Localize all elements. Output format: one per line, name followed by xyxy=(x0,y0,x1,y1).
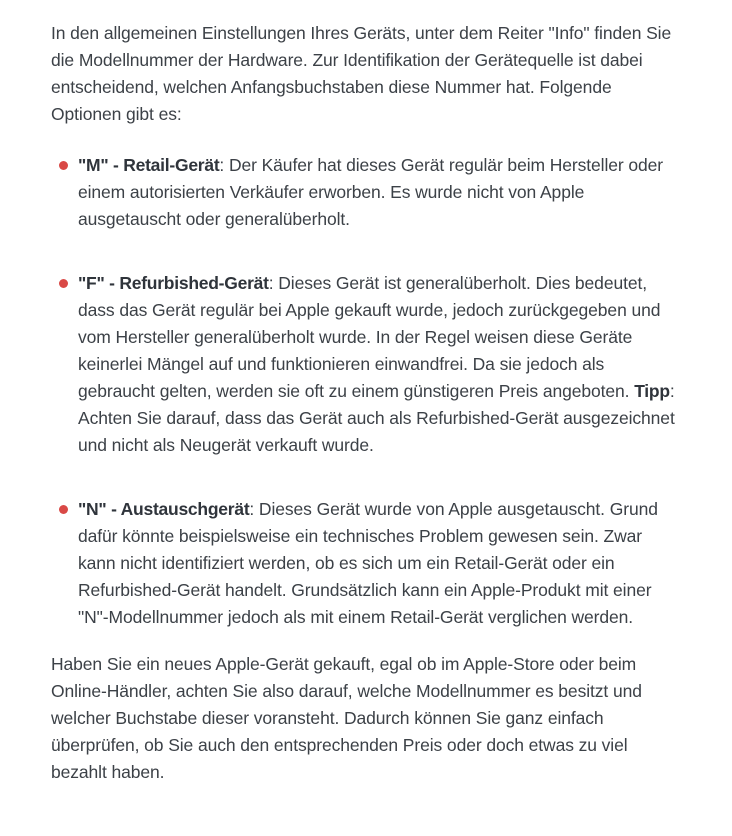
item-term-refurbished: "F" - Refurbished-Gerät xyxy=(78,273,269,293)
item-tip-label: Tipp xyxy=(634,381,670,401)
item-tip-text: : Achten Sie darauf, dass das Gerät auch als Refurbished-Gerät ausgezeichnet und nicht als Neugerät verkauft wurde. xyxy=(78,381,675,455)
list-item-austausch xyxy=(59,496,682,631)
bullet-icon xyxy=(59,505,68,514)
bullet-icon xyxy=(59,279,68,288)
item-term-retail: "M" - Retail-Gerät xyxy=(78,155,220,175)
list-item-retail xyxy=(59,152,682,233)
item-text-refurbished: : Dieses Gerät ist generalüberholt. Dies bedeutet, dass das Gerät regulär bei Apple gekauft wurde, jedoch zurückgegeben und vom Hersteller generalüberholt wurde. In der Regel weisen diese Geräte keinerlei Mängel auf und funktionieren einwandfrei. Da sie jedoch als gebraucht gelten, werden sie oft zu einem günstigeren Preis angeboten. xyxy=(78,273,661,401)
item-text-austausch: : Dieses Gerät wurde von Apple ausgetauscht. Grund dafür könnte beispielsweise ein technisches Problem gewesen sein. Zwar kann nicht identifiziert werden, ob es sich um ein Retail-Gerät oder ein Refurbished-Gerät handelt. Grundsätzlich kann ein Apple-Produkt mit einer "N"-Modellnummer jedoch als mit einem Retail-Gerät verglichen werden. xyxy=(78,499,658,627)
item-term-austausch: "N" - Austauschgerät xyxy=(78,499,250,519)
bullet-icon xyxy=(59,161,68,170)
intro-paragraph: In den allgemeinen Einstellungen Ihres Geräts, unter dem Reiter "Info" finden Sie die Modellnummer der Hardware. Zur Identifikation der Gerätequelle ist dabei entscheidend, welchen Anfangsbuchstaben diese Nummer hat. Folgende Optionen gibt es: xyxy=(51,23,672,124)
item-text-retail: : Der Käufer hat dieses Gerät regulär beim Hersteller oder einem autorisierten Verkäufer erworben. Es wurde nicht von Apple ausgetauscht oder generalüberholt. xyxy=(78,155,663,229)
list-item-refurbished xyxy=(59,270,682,459)
outro-paragraph: Haben Sie ein neues Apple-Gerät gekauft, egal ob im Apple-Store oder beim Online-Händler, achten Sie also darauf, welche Modellnummer es besitzt und welcher Buchstabe dieser voransteht. Dadurch können Sie ganz einfach überprüfen, ob Sie auch den entsprechenden Preis oder doch etwas zu viel bezahlt haben. xyxy=(51,654,642,782)
device-type-list xyxy=(51,152,682,631)
